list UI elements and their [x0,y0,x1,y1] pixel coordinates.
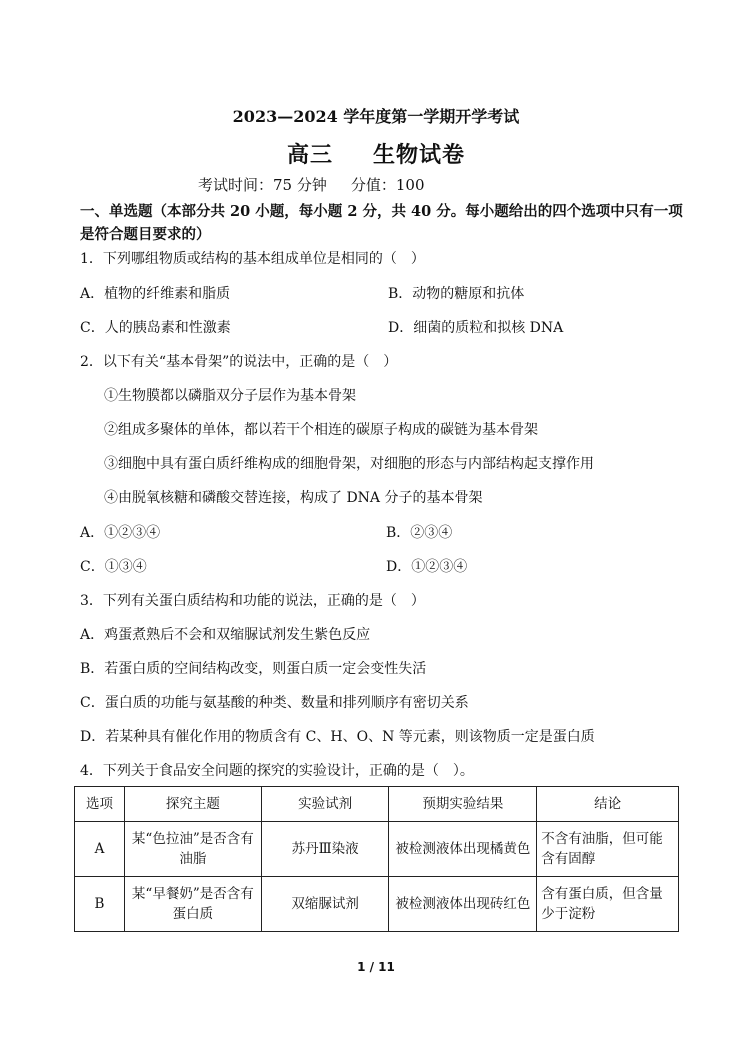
q1-option-b: B．动物的糖原和抗体 [388,286,525,302]
q4-stem: 4．下列关于食品安全问题的探究的实验设计，正确的是（ ）。 [80,763,474,779]
grade-label: 高三 [286,142,333,168]
q4-table [74,786,679,932]
table-cell-conclusion: 不含有油脂，但可能含有固醇 [537,822,679,877]
table-cell-result: 被检测液体出现橘黄色 [389,822,537,877]
q1-option-a: A．植物的纤维素和脂质 [80,286,231,302]
q1-stem: 1．下列哪组物质或结构的基本组成单位是相同的（ ） [80,251,425,267]
exam-subtitle [0,138,752,169]
table-cell-option: B [75,877,125,932]
q1-option-c: C．人的胰岛素和性激素 [80,320,231,336]
exam-title: 2023—2024 学年度第一学期开学考试 [232,107,520,126]
q2-option-b: B．②③④ [386,525,453,541]
q2-option-a: A．①②③④ [80,525,161,541]
q2-stem: 2．以下有关“基本骨架”的说法中，正确的是（ ） [80,354,398,370]
q1-option-d: D．细菌的质粒和拟核 DNA [388,320,564,336]
exam-time: 考试时间：75 分钟 [198,176,327,194]
table-header-cell: 选项 [75,787,125,822]
q3-option-b: B．若蛋白质的空间结构改变，则蛋白质一定会变性失活 [80,661,427,677]
table-row [75,877,679,932]
q3-option-d: D．若某种具有催化作用的物质含有 C、H、O、N 等元素，则该物质一定是蛋白质 [80,729,595,745]
q2-statement-3: ③细胞中具有蛋白质纤维构成的细胞骨架，对细胞的形态与内部结构起支撑作用 [104,456,594,472]
table-cell-option: A [75,822,125,877]
table-cell-topic: 某“早餐奶”是否含有蛋白质 [124,877,261,932]
table-header-cell: 结论 [537,787,679,822]
table-cell-result: 被检测液体出现砖红色 [389,877,537,932]
q3-stem: 3．下列有关蛋白质结构和功能的说法，正确的是（ ） [80,593,425,609]
table-cell-reagent: 双缩脲试剂 [261,877,389,932]
q3-option-c: C．蛋白质的功能与氨基酸的种类、数量和排列顺序有密切关系 [80,695,469,711]
q2-option-c: C．①③④ [80,559,147,575]
table-row [75,822,679,877]
section-heading: 一、单选题（本部分共 20 小题，每小题 2 分，共 40 分。每小题给出的四个选项中只有一项是符合题目要求的） [80,203,683,243]
table-header-cell: 预期实验结果 [389,787,537,822]
exam-info [198,174,425,195]
q2-statement-2: ②组成多聚体的单体，都以若干个相连的碳原子构成的碳链为基本骨架 [104,422,538,438]
q3-option-a: A．鸡蛋煮熟后不会和双缩脲试剂发生紫色反应 [80,627,371,643]
q2-statement-4: ④由脱氧核糖和磷酸交替连接，构成了 DNA 分子的基本骨架 [104,490,483,506]
table-cell-reagent: 苏丹Ⅲ染液 [261,822,389,877]
q2-option-d: D．①②③④ [386,559,468,575]
table-cell-conclusion: 含有蛋白质，但含量少于淀粉 [537,877,679,932]
page-number: 1 / 11 [357,960,395,974]
q2-statement-1: ①生物膜都以磷脂双分子层作为基本骨架 [104,388,356,404]
table-header-cell: 探究主题 [124,787,261,822]
table-cell-topic: 某“色拉油”是否含有油脂 [124,822,261,877]
exam-score: 分值：100 [350,176,425,194]
table-header-cell: 实验试剂 [261,787,389,822]
table-header-row [75,787,679,822]
subject-label: 生物试卷 [373,142,466,168]
